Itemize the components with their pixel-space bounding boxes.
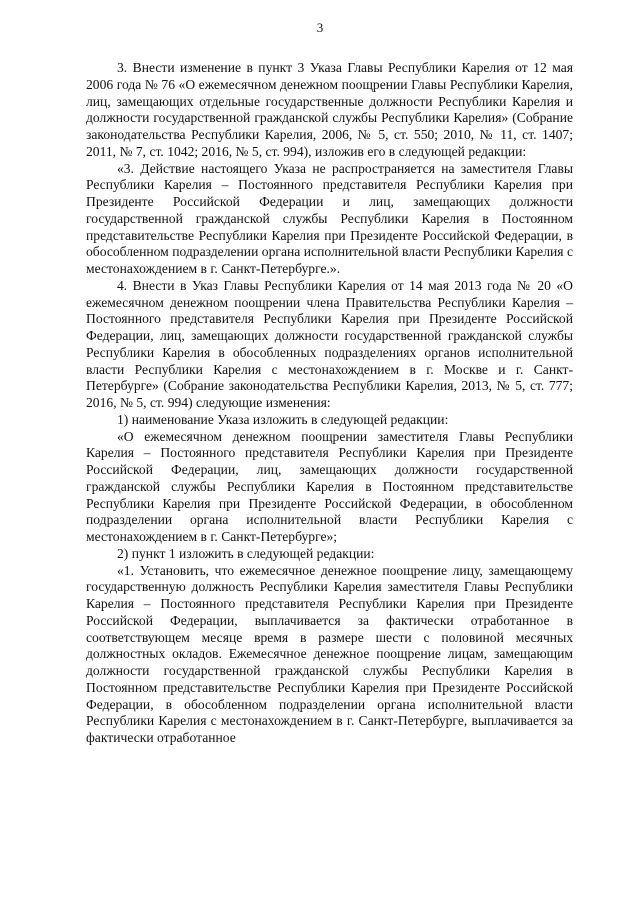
quoted-decree-title: «О ежемесячном денежном поощрении заместителя Главы Республики Карелия – Постоянного представителя Республики Карелия при Президенте Российской Федерации, лиц, замещающих должности государственной гражданской службы Республики Карелия в Постоянном представительстве Республики Карелия при Президенте Российской Федерации, в обособленном подразделении органа исполнительной власти Республики Карелия с местонахождением в г. Санкт-Петербурге»; <box>86 428 573 544</box>
quoted-item-1-text: «1. Установить, что ежемесячное денежное поощрение лицу, замещающему государственную должность Республики Карелия заместителя Главы Республики Карелия – Постоянного представителя Республики Карелия при Президенте Российской Федерации, выплачивается за фактически отработанное в соответствующем месяце время в размере шести с половиной месячных должностных окладов. Ежемесячное денежное поощрение лицам, замещающим должности государственной гражданской службы Республики Карелия в Постоянном представительстве Республики Карелия при Президенте Российской Федерации, в обособленном подразделении органа исполнительной власти Республики Карелия с местонахождением в г. Санкт-Петербурге, выплачивается за фактически отработанное <box>86 562 573 745</box>
document-body <box>86 60 573 747</box>
paragraph-item-3: 3. Внести изменение в пункт 3 Указа Главы Республики Карелия от 12 мая 2006 года № 76 «О ежемесячном денежном поощрении Главы Республики Карелия, лиц, замещающих отдельные государственные должности Республики Карелия и должности государственной гражданской службы Республики Карелия» (Собрание законодательства Республики Карелия, 2006, № 5, ст. 550; 2010, № 11, ст. 1407; 2011, № 7, ст. 1042; 2016, № 5, ст. 994), изложив его в следующей редакции: <box>86 60 573 159</box>
subitem-2: 2) пункт 1 изложить в следующей редакции: <box>117 545 375 561</box>
paragraph-item-4: 4. Внести в Указ Главы Республики Карелия от 14 мая 2013 года № 20 «О ежемесячном денежном поощрении члена Правительства Республики Карелия – Постоянного представителя Республики Карелия при Президенте Российской Федерации, лиц, замещающих должности государственной гражданской службы Республики Карелия в обособленных подразделениях органов исполнительной власти Республики Карелия с местонахождением в г. Москве и г. Санкт-Петербурге» (Собрание законодательства Республики Карелия, 2013, № 5, ст. 777; 2016, № 5, ст. 994) следующие изменения: <box>86 277 573 410</box>
quoted-item-3-text: «3. Действие настоящего Указа не распространяется на заместителя Главы Республики Карелия – Постоянного представителя Республики Карелия при Президенте Российской Федерации и лиц, замещающих должности государственной гражданской службы Республики Карелия в Постоянном представительстве Республики Карелия при Президенте Российской Федерации, в обособленном подразделении органа исполнительной власти Республики Карелия с местонахождением в г. Санкт-Петербурге.». <box>86 160 573 276</box>
page-number: 3 <box>316 20 324 35</box>
subitem-1: 1) наименование Указа изложить в следующей редакции: <box>117 411 449 427</box>
